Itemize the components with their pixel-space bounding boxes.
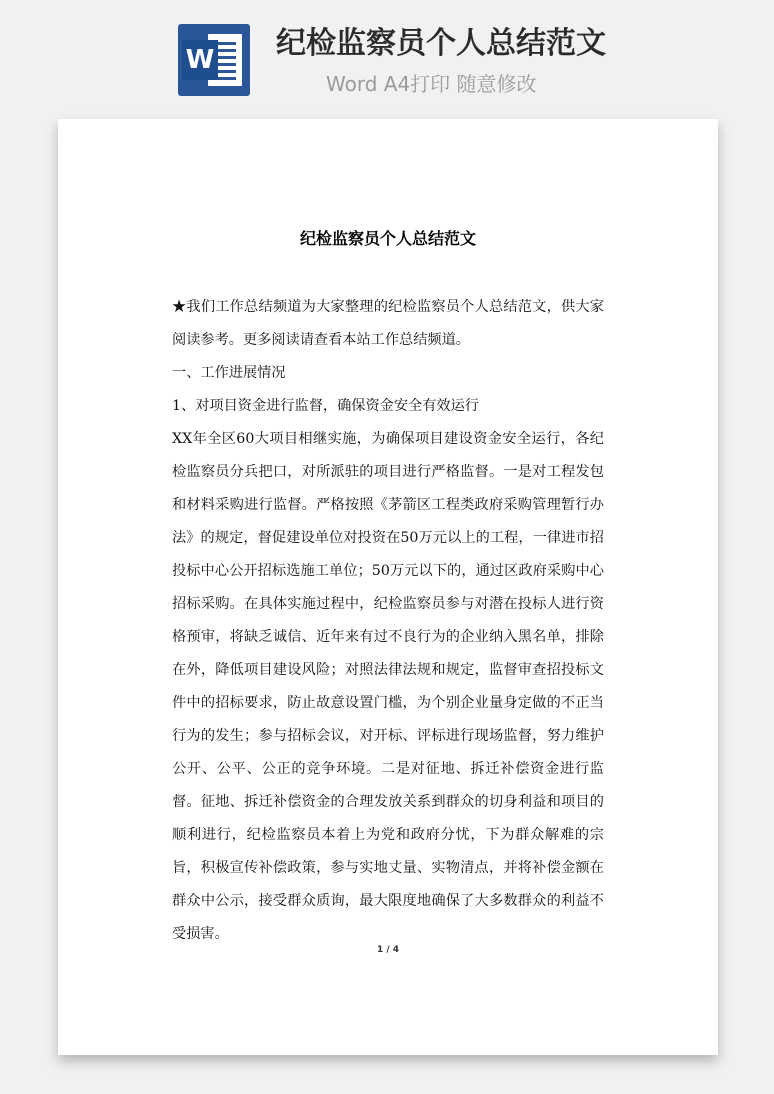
document-page <box>58 119 718 1055</box>
document-body <box>172 291 604 951</box>
word-icon <box>178 24 250 96</box>
subsection-heading: 1、对项目资金进行监督，确保资金安全有效运行 <box>172 398 479 414</box>
paragraph-body: XX年全区60大项目相继实施，为确保项目建设资金安全运行，各纪检监察员分兵把口，对所派驻的项目进行严格监督。一是对工程发包和材料采购进行监督。严格按照《茅箭区工程类政府采购管理暂行办法》的规定，督促建设单位对投资在50万元以上的工程，一律进市招投标中心公开招标选施工单位；50万元以下的，通过区政府采购中心招标采购。在具体实施过程中，纪检监察员参与对潜在投标人进行资格预审，将缺乏诚信、近年来有过不良行为的企业纳入黑名单，排除在外，降低项目建设风险；对照法律法规和规定，监督审查招投标文件中的招标要求，防止故意设置门槛，为个别企业量身定做的不正当行为的发生；参与招标会议，对开标、评标进行现场监督，努力维护公开、公平、公正的竞争环境。二是对征地、拆迁补偿资金进行监督。征地、拆迁补偿资金的合理发放关系到群众的切身利益和项目的顺利进行，纪检监察员本着上为党和政府分忧，下为群众解难的宗旨，积极宣传补偿政策，参与实地丈量、实物清点，并将补偿金额在群众中公示，接受群众质询，最大限度地确保了大多数群众的利益不受损害。 <box>172 431 604 942</box>
paragraph-intro: ★我们工作总结频道为大家整理的纪检监察员个人总结范文，供大家阅读参考。更多阅读请查看本站工作总结频道。 <box>172 299 604 348</box>
banner-header <box>0 0 774 110</box>
page-number: 1 / 4 <box>376 945 400 955</box>
word-letter-badge: W <box>182 40 218 80</box>
banner-title: 纪检监察员个人总结范文 <box>276 26 606 61</box>
document-title: 纪检监察员个人总结范文 <box>299 229 476 248</box>
section-heading: 一、工作进展情况 <box>172 365 286 381</box>
banner-subtitle: Word A4打印 随意修改 <box>326 72 537 96</box>
